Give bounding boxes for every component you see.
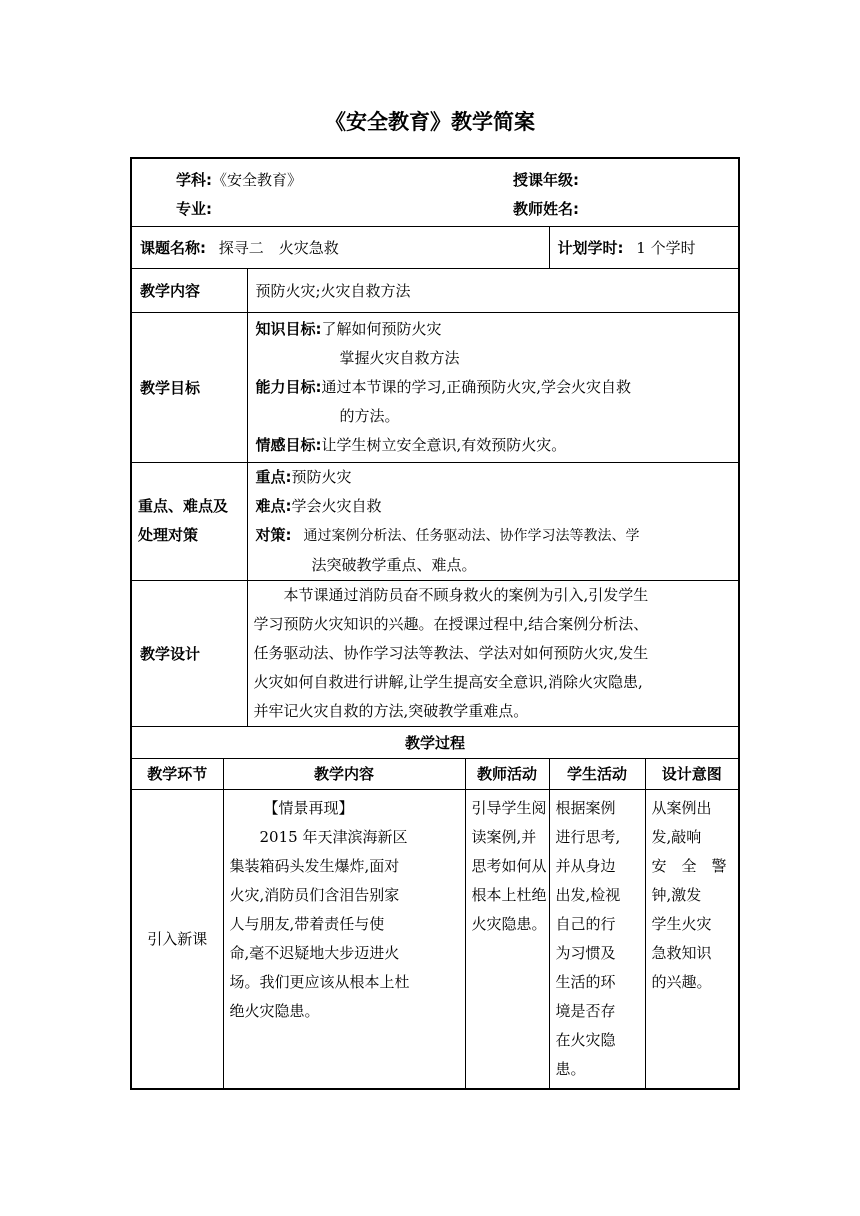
content-row: [131, 268, 739, 312]
header-row: [131, 158, 739, 226]
content-line-3: 集装箱码头发生爆炸,面对: [229, 856, 400, 875]
topic-label: 课题名称:: [140, 238, 206, 257]
design-line-1: 本节课通过消防员奋不顾身救火的案例为引入,引发学生: [283, 585, 649, 604]
teacher-cell: [465, 789, 549, 1089]
teacher-line-5: 火灾隐患。: [471, 914, 547, 933]
hours-label: 计划学时:: [557, 238, 624, 257]
process-row: [131, 789, 739, 1089]
teacher-line-4: 根本上杜绝: [471, 885, 547, 904]
intent-cell: [645, 789, 739, 1089]
content-line-7: 场。我们更应该从根本上杜: [229, 972, 410, 991]
ability-line-2: 的方法。: [339, 406, 400, 425]
student-line-6: 为习惯及: [555, 943, 616, 962]
design-row: [131, 580, 739, 726]
hours-value: 1 个学时: [636, 238, 696, 257]
student-line-9: 在火灾隐: [555, 1030, 616, 1049]
content-line-1: 【情景再现】: [263, 798, 354, 817]
design-label: 教学设计: [131, 580, 247, 726]
teacher-line-3: 思考如何从: [471, 856, 547, 875]
topic-value: 探寻二 火灾急救: [218, 238, 339, 257]
stage-cell: 引入新课: [131, 789, 223, 1089]
process-title: 教学过程: [131, 726, 739, 758]
emotion-label: 情感目标:: [255, 435, 322, 454]
intent-line-6: 急救知识: [651, 943, 712, 962]
teacher-label: 教师姓名:: [513, 200, 579, 218]
intent-line-3: 安 全 警: [651, 856, 727, 875]
design-line-2: 学习预防火灾知识的兴趣。在授课过程中,结合案例分析法、: [253, 614, 649, 633]
header-content: 教学内容: [223, 758, 465, 789]
content-line-2: 2015 年天津滨海新区: [259, 827, 408, 846]
student-cell: [549, 789, 645, 1089]
intent-line-2: 发,敲响: [651, 827, 702, 846]
student-line-10: 患。: [555, 1059, 586, 1078]
header-intent: 设计意图: [645, 758, 739, 789]
teacher-line-2: 读案例,并: [471, 827, 537, 846]
intent-line-4: 钟,激发: [651, 885, 702, 904]
document-title: 《安全教育》教学简案: [325, 110, 535, 134]
content-value: 预防火灾;火灾自救方法: [247, 268, 739, 312]
content-line-4: 火灾,消防员们含泪告别家: [229, 885, 400, 904]
header-teacher: 教师活动: [465, 758, 549, 789]
grade-label: 授课年级:: [513, 171, 579, 189]
subject-value: 《安全教育》: [212, 171, 303, 189]
design-line-3: 任务驱动法、协作学习法等教法、学法对如何预防火灾,发生: [253, 643, 649, 662]
teacher-line-1: 引导学生阅: [471, 798, 547, 817]
strategy-line-1: 通过案例分析法、任务驱动法、协作学习法等教法、学: [303, 527, 640, 544]
process-title-row: [131, 726, 739, 758]
major-label: 专业:: [176, 200, 212, 218]
focus-label: 重点:: [255, 467, 292, 486]
design-line-4: 火灾如何自救进行讲解,让学生提高安全意识,消除火灾隐患,: [253, 672, 643, 691]
header-stage: 教学环节: [131, 758, 223, 789]
goals-label: 教学目标: [131, 312, 247, 462]
difficulty-value: 学会火灾自救: [291, 496, 382, 515]
student-line-2: 进行思考,: [555, 827, 621, 846]
content-line-5: 人与朋友,带着责任与使: [229, 914, 385, 933]
ability-label: 能力目标:: [255, 377, 322, 396]
topic-row: [131, 226, 739, 268]
key-points-label-1: 重点、难点及: [138, 497, 229, 515]
content-line-8: 绝火灾隐患。: [229, 1001, 320, 1020]
content-line-6: 命,毫不迟疑地大步迈进火: [229, 943, 400, 962]
key-points-label-2: 处理对策: [138, 526, 199, 544]
key-points-row: [131, 462, 739, 580]
student-line-7: 生活的环: [555, 972, 616, 991]
header-student: 学生活动: [549, 758, 645, 789]
emotion-value: 让学生树立安全意识,有效预防火灾。: [321, 435, 567, 454]
content-label: 教学内容: [131, 268, 247, 312]
student-line-3: 并从身边: [555, 856, 616, 875]
strategy-line-2: 法突破教学重点、难点。: [311, 555, 477, 574]
student-line-5: 自己的行: [555, 914, 616, 933]
goals-row: [131, 312, 739, 462]
knowledge-label: 知识目标:: [255, 319, 322, 338]
ability-line-1: 通过本节课的学习,正确预防火灾,学会火灾自救: [321, 377, 632, 396]
student-line-8: 境是否存: [555, 1001, 616, 1020]
knowledge-line-1: 了解如何预防火灾: [321, 319, 442, 338]
difficulty-label: 难点:: [255, 496, 292, 515]
student-line-1: 根据案例: [555, 798, 616, 817]
intent-line-1: 从案例出: [651, 798, 712, 817]
subject-label: 学科:: [176, 171, 212, 189]
content-cell: [223, 789, 465, 1089]
student-line-4: 出发,检视: [555, 885, 621, 904]
intent-line-7: 的兴趣。: [651, 972, 712, 991]
intent-line-5: 学生火灾: [651, 914, 712, 933]
knowledge-line-2: 掌握火灾自救方法: [339, 348, 460, 367]
lesson-plan-table: [130, 157, 740, 1090]
design-line-5: 并牢记火灾自救的方法,突破教学重难点。: [253, 701, 529, 720]
strategy-label: 对策:: [255, 525, 292, 544]
focus-value: 预防火灾: [291, 467, 352, 486]
process-header-row: [131, 758, 739, 789]
